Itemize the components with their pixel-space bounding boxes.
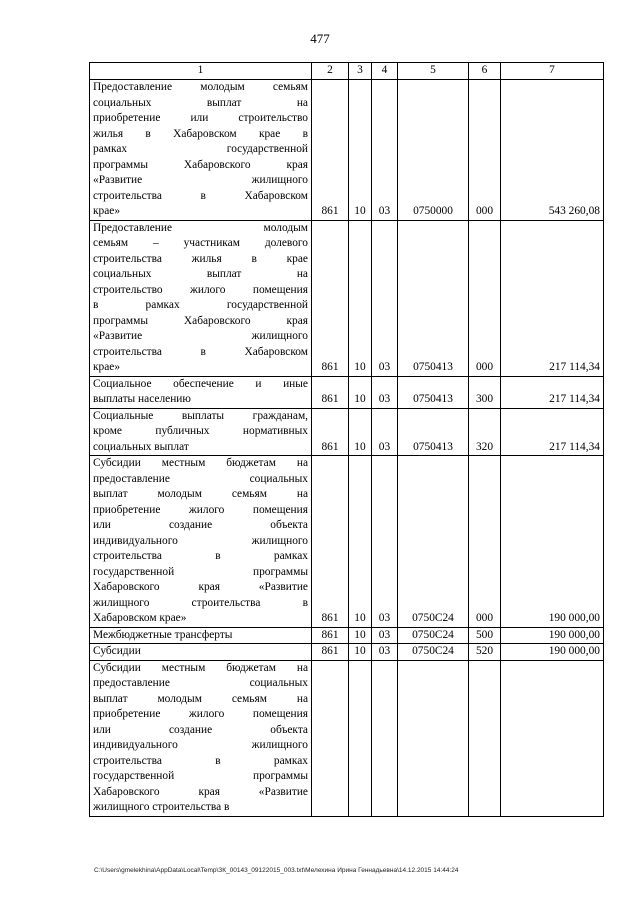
row-name-line: социальных выплат на [93,268,308,280]
row-name-line: Субсидии местным бюджетам на [93,457,308,469]
cell-amount: 543 260,08 [501,80,604,221]
row-name-line: строительства в рамках [93,754,308,767]
row-name-line: Хабаровском крае» [93,612,187,624]
table-row [90,456,604,628]
table-row [90,80,604,221]
row-name-line: выплат молодым семьям на [93,488,308,500]
cell-target-article [398,660,469,816]
row-name-line: государственной программы [93,565,308,578]
cell-subsection: 03 [372,80,398,221]
cell-subsection: 03 [372,220,398,376]
row-name-line: в рамках государственной [93,299,308,311]
cell-expense-type: 000 [469,80,501,221]
cell-subsection: 03 [372,456,398,628]
row-name [90,80,312,221]
row-name-line: программы Хабаровского края [93,314,308,327]
cell-subsection: 03 [372,408,398,456]
row-name-line: выплаты населению [93,393,191,405]
row-name-line: Хабаровского края «Развитие [93,785,308,798]
cell-admin-code: 861 [312,408,349,456]
header-col-2: 2 [312,63,349,80]
row-name [90,644,312,661]
cell-section: 10 [349,456,372,628]
cell-target-article: 0750413 [398,376,469,408]
row-name-line: программы Хабаровского края [93,158,308,171]
cell-expense-type: 520 [469,644,501,661]
cell-amount: 217 114,34 [501,220,604,376]
header-col-6: 6 [469,63,501,80]
row-name [90,408,312,456]
row-name-line: предоставление социальных [93,472,308,485]
cell-expense-type: 300 [469,376,501,408]
cell-target-article: 0750С24 [398,644,469,661]
header-col-1: 1 [90,63,312,80]
cell-amount: 217 114,34 [501,376,604,408]
row-name-line: Предоставление молодым семьям [93,81,308,93]
row-name-line: государственной программы [93,770,308,782]
budget-table [89,62,604,817]
row-name-line: строительства жилья в крае [93,252,308,265]
cell-expense-type [469,660,501,816]
cell-target-article: 0750С24 [398,627,469,644]
row-name-line: приобретение жилого помещения [93,503,308,516]
header-row [90,63,604,80]
cell-subsection: 03 [372,376,398,408]
row-name-line: индивидуального жилищного [93,739,308,751]
row-name-line: Субсидии [93,645,141,657]
cell-section [349,660,372,816]
table-row [90,644,604,661]
cell-admin-code: 861 [312,644,349,661]
row-name-line: «Развитие жилищного [93,174,308,186]
cell-section: 10 [349,376,372,408]
cell-amount: 190 000,00 [501,456,604,628]
row-name-line: Субсидии местным бюджетам на [93,661,308,674]
header-col-4: 4 [372,63,398,80]
cell-amount [501,660,604,816]
cell-target-article: 0750413 [398,408,469,456]
cell-amount: 190 000,00 [501,627,604,644]
cell-amount: 190 000,00 [501,644,604,661]
header-col-7: 7 [501,63,604,80]
row-name-line: строительства в Хабаровском [93,189,308,202]
header-col-3: 3 [349,63,372,80]
header-col-5: 5 [398,63,469,80]
cell-admin-code: 861 [312,220,349,376]
table-row [90,220,604,376]
cell-expense-type: 500 [469,627,501,644]
cell-expense-type: 000 [469,220,501,376]
row-name-line: или создание объекта [93,519,308,531]
row-name [90,220,312,376]
cell-section: 10 [349,408,372,456]
cell-target-article: 0750000 [398,80,469,221]
table-row [90,627,604,644]
row-name-line: социальных выплат на [93,96,308,109]
cell-subsection: 03 [372,644,398,661]
row-name-line: приобретение или строительство [93,112,308,124]
row-name-line: Социальные выплаты гражданам, [93,409,308,422]
cell-section: 10 [349,627,372,644]
row-name [90,627,312,644]
row-name-line: рамках государственной [93,143,308,155]
table-row [90,408,604,456]
cell-admin-code [312,660,349,816]
row-name-line: индивидуального жилищного [93,534,308,547]
cell-amount: 217 114,34 [501,408,604,456]
row-name-line: жилищного строительства в [93,801,230,813]
row-name-line: Социальное обеспечение и иные [93,377,308,390]
table-row [90,376,604,408]
cell-admin-code: 861 [312,376,349,408]
row-name-line: приобретение жилого помещения [93,708,308,720]
row-name-line: Предоставление молодым [93,221,308,234]
cell-admin-code: 861 [312,80,349,221]
row-name-line: строительства в Хабаровском [93,345,308,358]
row-name-line: «Развитие жилищного [93,330,308,342]
row-name-line: Хабаровского края «Развитие [93,581,308,593]
cell-admin-code: 861 [312,456,349,628]
cell-expense-type: 320 [469,408,501,456]
row-name-line: строительства в рамках [93,550,308,562]
row-name-line: социальных выплат [93,440,189,453]
cell-expense-type: 000 [469,456,501,628]
row-name-line: строительство жилого помещения [93,283,308,296]
cell-subsection: 03 [372,627,398,644]
row-name-line: жилья в Хабаровском крае в [93,127,308,140]
row-name-line: или создание объекта [93,723,308,736]
page-number: 477 [310,31,330,46]
row-name-line: выплат молодым семьям на [93,692,308,705]
cell-subsection [372,660,398,816]
row-name-line: предоставление социальных [93,677,308,689]
cell-section: 10 [349,644,372,661]
row-name [90,376,312,408]
row-name [90,456,312,628]
cell-target-article: 0750413 [398,220,469,376]
cell-section: 10 [349,80,372,221]
row-name-line: крае» [93,361,121,373]
file-path-footer: C:\Users\gmelekhina\AppData\Local\Temp\ЗК_00143_09122015_003.txt\Мелехина Ирина Геннадьевна\14.12.2015 14:44:24 [94,867,459,874]
cell-target-article: 0750С24 [398,456,469,628]
row-name [90,660,312,816]
cell-section: 10 [349,220,372,376]
row-name-line: кроме публичных нормативных [93,425,308,437]
row-name-line: семьям – участникам долевого [93,237,308,249]
cell-admin-code: 861 [312,627,349,644]
row-name-line: жилищного строительства в [93,596,308,609]
row-name-line: крае» [93,205,121,217]
row-name-line: Межбюджетные трансферты [93,628,233,641]
table-row [90,660,604,816]
